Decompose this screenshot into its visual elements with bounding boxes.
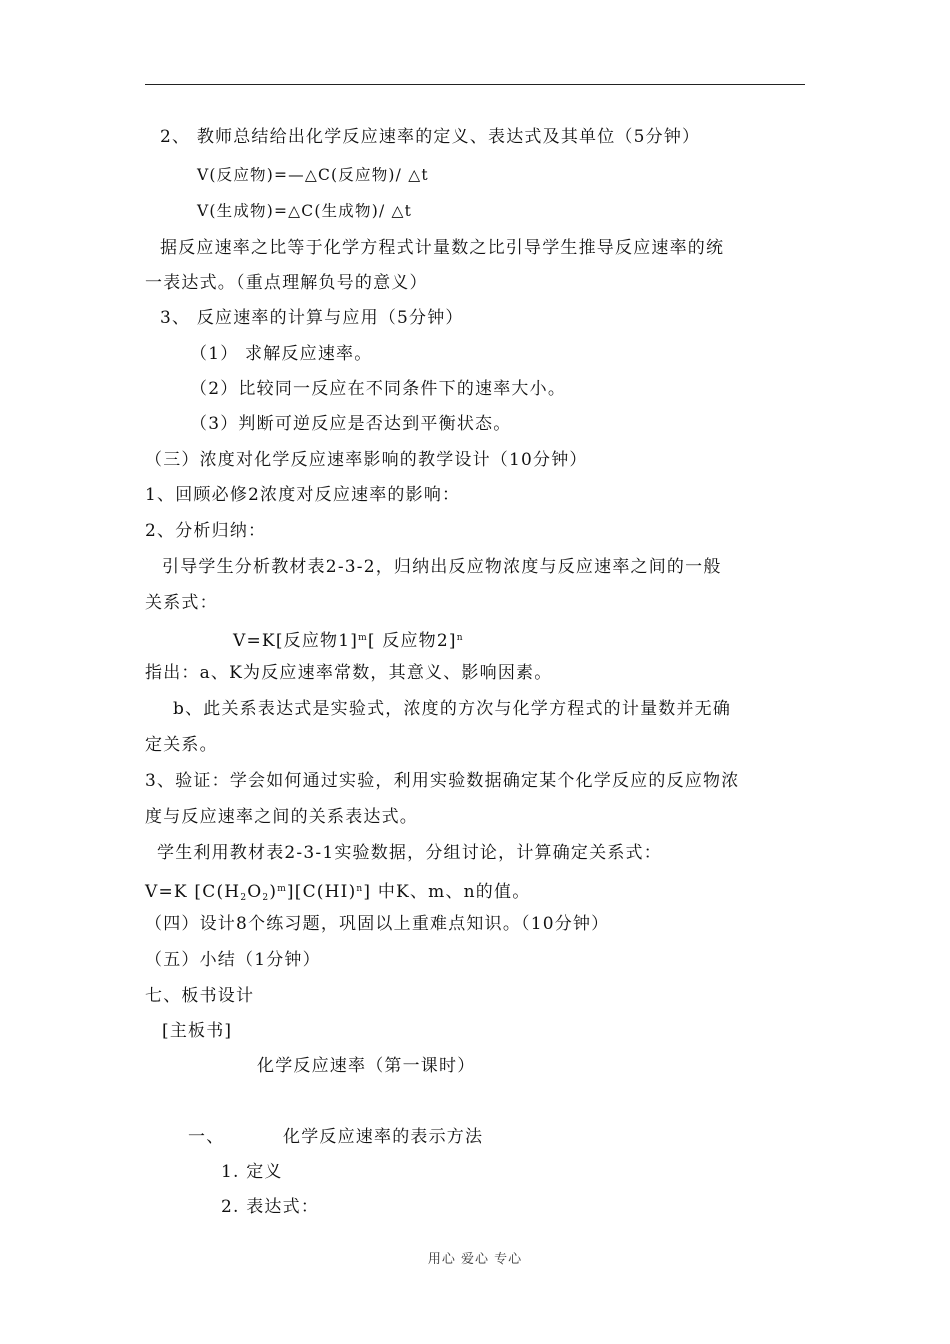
paragraph-line: 指出：a、K为反应速率常数，其意义、影响因素。 — [145, 663, 553, 683]
paragraph-line: 关系式： — [145, 593, 218, 613]
paragraph-line: b、此关系表达式是实验式，浓度的方次与化学方程式的计量数并无确 — [173, 699, 732, 719]
list-item: （2）比较同一反应在不同条件下的速率大小。 — [190, 379, 567, 399]
paragraph-line: 学生利用教材表2-3-1实验数据，分组讨论，计算确定关系式： — [157, 843, 662, 863]
list-item: （1） 求解反应速率。 — [190, 344, 373, 364]
board-subitem: 2. 表达式： — [221, 1197, 320, 1217]
paragraph-line: 据反应速率之比等于化学方程式计量数之比引导学生推导反应速率的统 — [160, 238, 725, 258]
board-title: 化学反应速率（第一课时） — [257, 1056, 476, 1076]
section-heading: （三）浓度对化学反应速率影响的教学设计（10分钟） — [145, 450, 588, 470]
rate-law-formula: V=K[反应物1]$^m$[ 反应物2]$^n$ — [233, 631, 464, 651]
section-heading: （四）设计8个练习题，巩固以上重难点知识。（10分钟） — [145, 914, 610, 934]
board-subitem: 1. 定义 — [221, 1162, 283, 1182]
page-footer: 用心 爱心 专心 — [427, 1252, 523, 1267]
section-heading: （五）小结（1分钟） — [145, 950, 321, 970]
paragraph-line: 1、回顾必修2浓度对反应速率的影响： — [145, 485, 461, 505]
board-item-heading: 化学反应速率的表示方法 — [283, 1127, 484, 1147]
paragraph-line: 2、分析归纳： — [145, 521, 267, 541]
paragraph-line: 3、验证：学会如何通过实验，利用实验数据确定某个化学反应的反应物浓 — [145, 771, 740, 791]
paragraph-line: 定关系。 — [145, 735, 218, 755]
line-teacher-summary: 2、 教师总结给出化学反应速率的定义、表达式及其单位（5分钟） — [160, 127, 701, 147]
formula-product-rate: V(生成物)=△C(生成物)/ △t — [197, 202, 413, 220]
paragraph-line: 引导学生分析教材表2-3-2，归纳出反应物浓度与反应速率之间的一般 — [162, 557, 722, 577]
section-heading: 七、板书设计 — [145, 986, 255, 1006]
header-rule — [145, 84, 805, 85]
paragraph-line: 度与反应速率之间的关系表达式。 — [145, 807, 418, 827]
formula-reactant-rate: V(反应物)=—△C(反应物)/ △t — [197, 166, 429, 184]
list-item: （3）判断可逆反应是否达到平衡状态。 — [190, 414, 512, 434]
h2o2-rate-formula: V=K $[C(H_2O_2)^m][C(HI)^n]$ 中K、m、n的值。 — [145, 882, 531, 903]
board-item-number: 一、 — [188, 1127, 225, 1147]
board-label: [主板书] — [162, 1021, 233, 1041]
section-heading: 3、 反应速率的计算与应用（5分钟） — [160, 308, 464, 328]
paragraph-line: 一表达式。（重点理解负号的意义） — [145, 273, 428, 293]
